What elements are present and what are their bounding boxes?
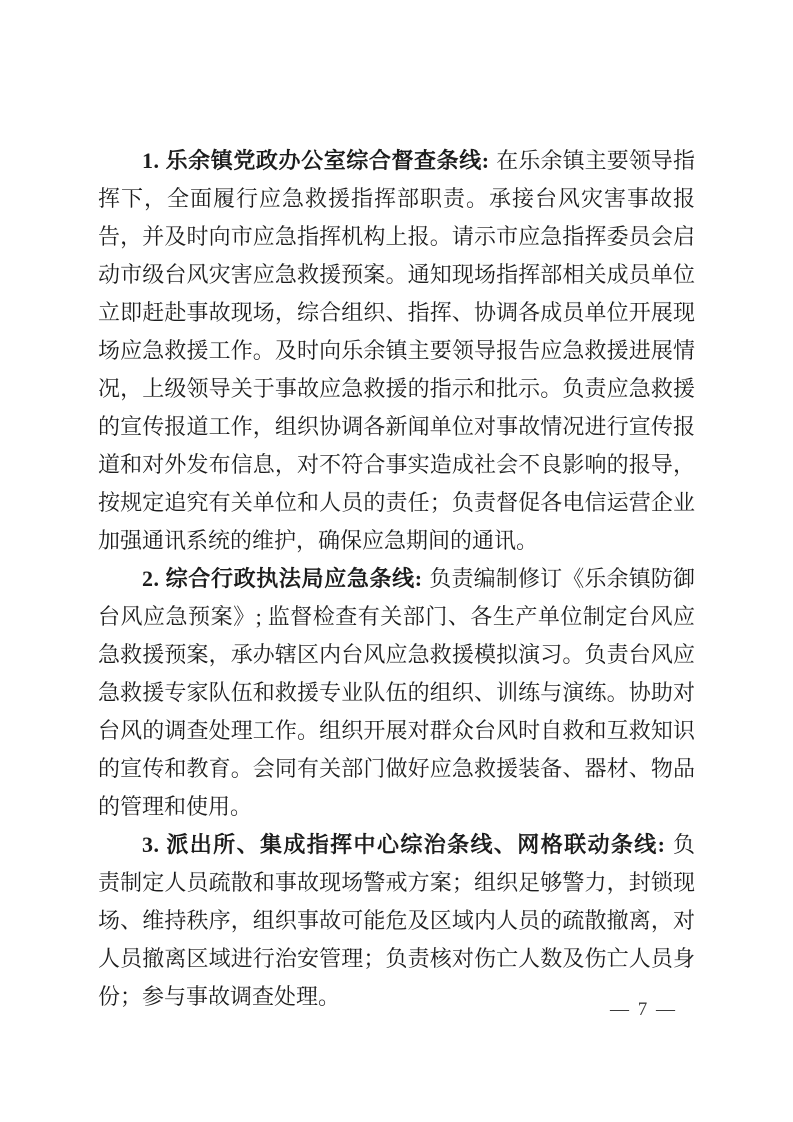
document-body (98, 142, 695, 1016)
paragraph-1 (98, 142, 695, 560)
paragraph-1-heading: 1. 乐余镇党政办公室综合督查条线: (142, 148, 490, 173)
paragraph-2-heading: 2. 综合行政执法局应急条线: (142, 566, 423, 591)
page-number: — 7 — (610, 999, 677, 1020)
paragraph-3-heading: 3. 派出所、集成指挥中心综治条线、网格联动条线: (142, 832, 666, 857)
paragraph-3-text: 负责制定人员疏散和事故现场警戒方案；组织足够警力，封锁现场、维持秩序，组织事故可能危及区域内人员的疏散撤离，对人员撤离区域进行治安管理；负责核对伤亡人数及伤亡人员身份；参与事故调查处理。 (98, 832, 695, 1009)
paragraph-2-text: 负责编制修订《乐余镇防御台风应急预案》; 监督检查有关部门、各生产单位制定台风应急救援预案，承办辖区内台风应急救援模拟演习。负责台风应急救援专家队伍和救援专业队伍的组织、训练与演练。协助对台风的调查处理工作。组织开展对群众台风时自救和互救知识的宣传和教育。会同有关部门做好应急救援装备、器材、物品的管理和使用。 (98, 566, 695, 819)
paragraph-2 (98, 560, 695, 826)
paragraph-3 (98, 826, 695, 1016)
paragraph-1-text: 在乐余镇主要领导指挥下，全面履行应急救援指挥部职责。承接台风灾害事故报告，并及时向市应急指挥机构上报。请示市应急指挥委员会启动市级台风灾害应急救援预案。通知现场指挥部相关成员单位立即赶赴事故现场，综合组织、指挥、协调各成员单位开展现场应急救援工作。及时向乐余镇主要领导报告应急救援进展情况，上级领导关于事故应急救援的指示和批示。负责应急救援的宣传报道工作，组织协调各新闻单位对事故情况进行宣传报道和对外发布信息，对不符合事实造成社会不良影响的报导，按规定追究有关单位和人员的责任；负责督促各电信运营企业加强通讯系统的维护，确保应急期间的通讯。 (98, 148, 695, 553)
